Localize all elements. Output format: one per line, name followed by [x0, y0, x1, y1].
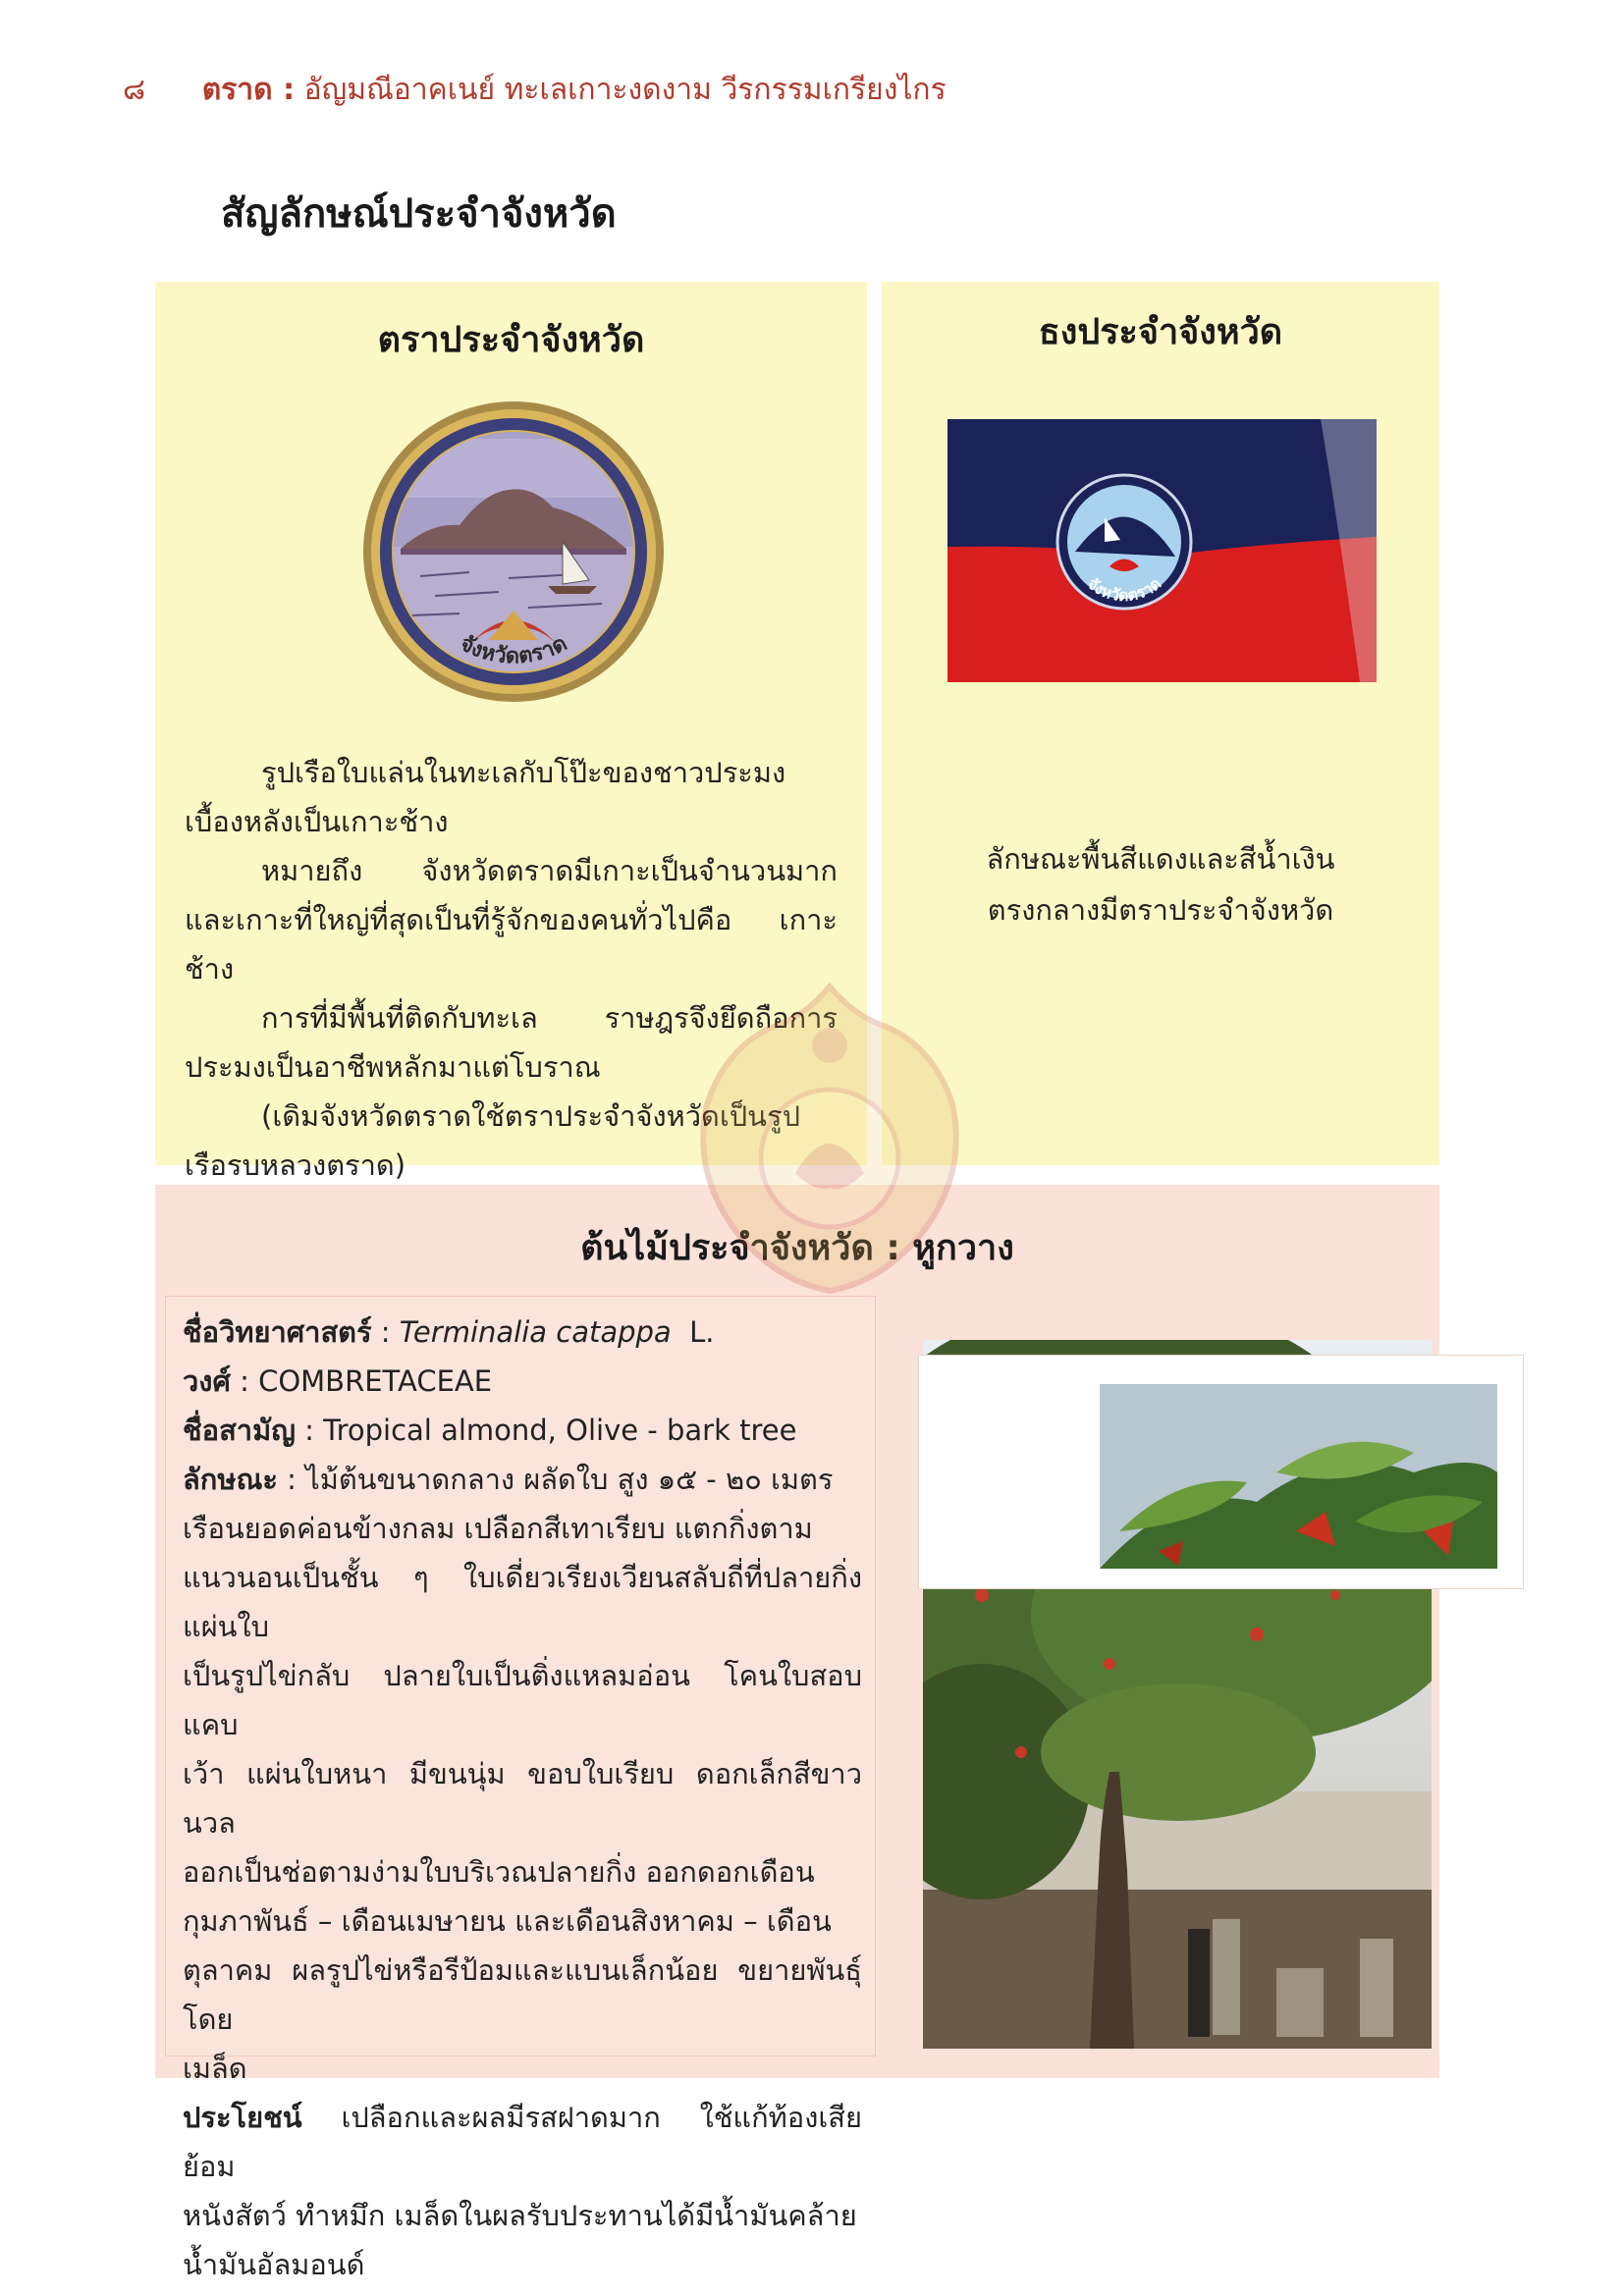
seal-paragraph: (เดิมจังหวัดตราดใช้ตราประจำจังหวัดเป็นรูปเรือรบหลวงตราด)	[185, 1099, 800, 1182]
header-subtitle: อัญมณีอาคเนย์ ทะเลเกาะงดงาม วีรกรรมเกรียงไกร	[303, 73, 947, 107]
seal-panel-title: ตราประจำจังหวัด	[377, 320, 645, 360]
feature-line: เมล็ด	[183, 2052, 247, 2085]
seal-paragraph: หมายถึง จังหวัดตราดมีเกาะเป็นจำนวนมาก และเกาะที่ใหญ่ที่สุดเป็นที่รู้จักของคนทั่วไปคือ เกาะช้าง	[185, 854, 838, 986]
family-line: วงศ์ : COMBRETACEAE	[183, 1364, 493, 1398]
tree-panel	[155, 1185, 1439, 2281]
flag-panel-title: ธงประจำจังหวัด	[1038, 312, 1283, 352]
flag-description	[882, 833, 1439, 935]
scientific-name: Terminalia catappa	[399, 1315, 672, 1349]
scientific-label: ชื่อวิทยาศาสตร์	[183, 1315, 372, 1349]
tree-description	[183, 1308, 862, 2289]
flag-line: ตรงกลางมีตราประจำจังหวัด	[987, 893, 1334, 927]
feature-line: แนวนอนเป็นชั้น ๆ ใบเดี่ยวเรียงเวียนสลับถี่ที่ปลายกิ่ง แผ่นใบ	[183, 1561, 862, 1643]
scientific-author: L.	[689, 1315, 715, 1349]
benefit-line	[183, 2093, 862, 2191]
tree-panel-title: ต้นไม้ประจำจังหวัด : หูกวาง	[580, 1228, 1014, 1268]
seal-paragraph: การที่มีพื้นที่ติดกับทะเล ราษฎรจึงยึดถือการประมงเป็นอาชีพหลักมาแต่โบราณ	[185, 1001, 838, 1084]
province-flag-image	[947, 419, 1377, 682]
feature-line: เป็นรูปไข่กลับ ปลายใบเป็นติ่งแหลมอ่อน โคนใบสอบแคบ	[183, 1659, 862, 1741]
scientific-name-line: ชื่อวิทยาศาสตร์ : Terminalia catappa L.	[183, 1315, 715, 1349]
feature-line: ตุลาคม ผลรูปไข่หรือรีป้อมและแบนเล็กน้อย ขยายพันธุ์โดย	[183, 1953, 862, 2036]
province-seal-image	[361, 400, 666, 704]
seal-description	[185, 748, 838, 1190]
seal-panel	[155, 282, 867, 1182]
feature-label: ลักษณะ	[183, 1463, 278, 1496]
feature-line: กุมภาพันธ์ – เดือนเมษายน และเดือนสิงหาคม – เดือน	[183, 1904, 832, 1938]
seal-paragraph: รูปเรือใบแล่นในทะเลกับโป๊ะของชาวประมง เบื้องหลังเป็นเกาะช้าง	[185, 756, 786, 838]
page-number: ๘	[123, 73, 146, 107]
feature-line: เว้า แผ่นใบหนา มีขนนุ่ม ขอบใบเรียบ ดอกเล็กสีขาวนวล	[183, 1757, 862, 1840]
common-label: ชื่อสามัญ	[183, 1414, 296, 1447]
benefit-text: เปลือกและผลมีรสฝาดมาก ใช้แก้ท้องเสีย ย้อม	[183, 2101, 862, 2183]
feature-line: เรือนยอดค่อนข้างกลม เปลือกสีเทาเรียบ แตกกิ่งตาม	[183, 1512, 813, 1545]
benefit-line: หนังสัตว์ ทำหมึก เมล็ดในผลรับประทานได้มีน้ำมันคล้าย	[183, 2199, 857, 2232]
header-province: ตราด :	[201, 73, 296, 107]
running-header	[123, 67, 947, 113]
family-label: วงศ์	[183, 1364, 231, 1398]
family-name: COMBRETACEAE	[258, 1364, 493, 1398]
common-name-line: ชื่อสามัญ : Tropical almond, Olive - bark tree	[183, 1414, 797, 1447]
common-name: Tropical almond, Olive - bark tree	[323, 1414, 797, 1447]
flag-panel	[882, 282, 1439, 1165]
benefit-label: ประโยชน์	[183, 2101, 302, 2134]
section-title: สัญลักษณ์ประจำจังหวัด	[221, 191, 617, 237]
benefit-line: น้ำมันอัลมอนด์	[183, 2248, 365, 2281]
flag-line: ลักษณะพื้นสีแดงและสีน้ำเงิน	[986, 842, 1335, 876]
seal-caption: จังหวัดตราด	[456, 631, 571, 669]
almond-leaf-photo	[1100, 1384, 1497, 1569]
feature-line	[183, 1455, 862, 1504]
feature-text: : ไม้ต้นขนาดกลาง ผลัดใบ สูง ๑๕ - ๒๐ เมตร	[277, 1463, 834, 1496]
feature-line: ออกเป็นช่อตามง่ามใบบริเวณปลายกิ่ง ออกดอกเดือน	[183, 1855, 815, 1889]
flag-caption: จังหวัดตราด	[1083, 573, 1165, 606]
